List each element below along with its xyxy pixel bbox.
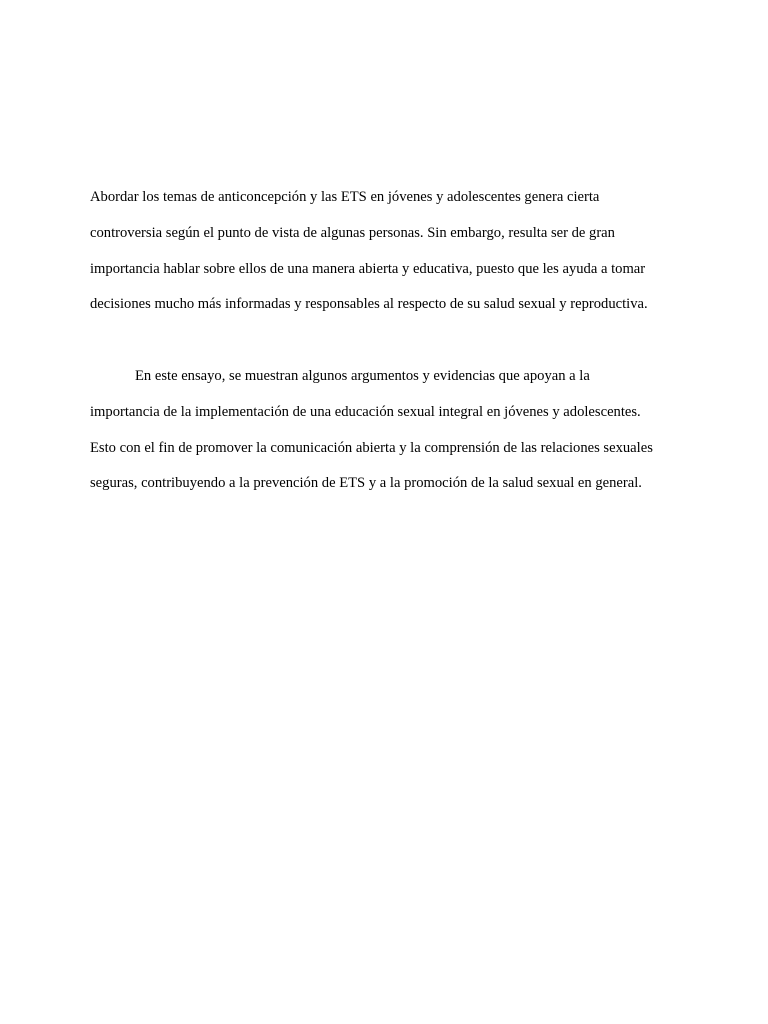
text-line-indented: En este ensayo, se muestran algunos argumentos y evidencias que apoyan a la <box>135 368 590 384</box>
paragraph-thesis <box>90 365 690 508</box>
text-line: seguras, contribuyendo a la prevención de ETS y a la promoción de la salud sexual en general. <box>90 475 642 492</box>
text-line: decisiones mucho más informadas y responsables al respecto de su salud sexual y reproductiva. <box>90 296 648 313</box>
text-line: controversia según el punto de vista de algunas personas. Sin embargo, resulta ser de gran <box>90 224 615 241</box>
text-line: Esto con el fin de promover la comunicación abierta y la comprensión de las relaciones sexuales <box>90 439 653 456</box>
text-line: importancia hablar sobre ellos de una manera abierta y educativa, puesto que les ayuda a tomar <box>90 260 646 277</box>
text-line: Abordar los temas de anticoncepción y las ETS en jóvenes y adolescentes genera cierta <box>90 189 600 205</box>
text-line: importancia de la implementación de una educación sexual integral en jóvenes y adolescentes. <box>90 403 641 420</box>
paragraph-introduction <box>90 186 690 329</box>
